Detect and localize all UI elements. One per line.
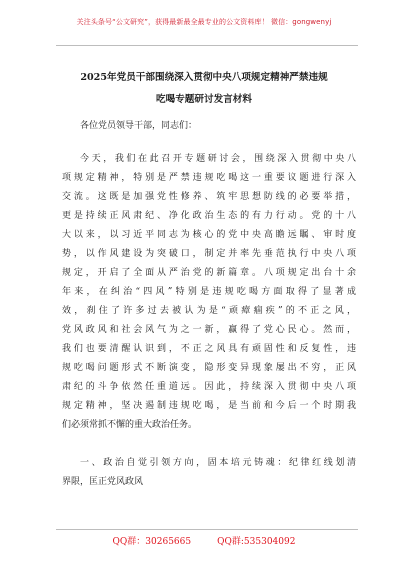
- paragraph-1-line-5: 大以来，以习近平同志为核心的党中央高瞻远瞩、审时度: [62, 230, 356, 240]
- header-divider: [56, 45, 358, 46]
- section-1-line-1: 一、政治自觉引领方向，固本培元铸魂：纪律红线划清: [80, 458, 356, 468]
- paragraph-1-line-10: 党风政风和社会风气为之一新，赢得了党心民心。然而，: [62, 325, 356, 335]
- paragraph-1-line-13: 肃纪的斗争依然任重道远。因此，持续深入贯彻中央八项: [62, 382, 356, 392]
- paragraph-1-line-8: 年来，在纠治“四风”特别是违规吃喝方面取得了显著成: [62, 287, 356, 297]
- title-line-2: 吃喝专题研讨发言材料: [156, 94, 252, 105]
- paragraph-1-line-15: 们必须常抓不懈的重大政治任务。: [62, 420, 198, 430]
- salutation: 各位党员领导干部，同志们：: [80, 121, 198, 131]
- header-promo-note: 关注头条号“公文研究”，获得最新最全最专业的公文资料库！ 微信：gongwenyj: [76, 18, 332, 26]
- paragraph-1-line-9: 效，刹住了许多过去被认为是“顽瘴痼疾”的不正之风，: [62, 306, 356, 316]
- document-title: [46, 67, 362, 111]
- footer-divider: [56, 529, 358, 530]
- paragraph-1-line-3: 交流。这既是加强党性修养、筑牢思想防线的必要举措，: [62, 192, 356, 202]
- paragraph-1-line-6: 势，以作风建设为突破口，制定并率先垂范执行中央八项: [62, 249, 356, 259]
- paragraph-1-line-1: 今天，我们在此召开专题研讨会，围绕深入贯彻中央八: [80, 154, 356, 164]
- footer-qq-group-2: QQ群:535304092: [217, 537, 296, 547]
- paragraph-1-line-4: 更是持续正风肃纪、净化政治生态的有力行动。党的十八: [62, 211, 356, 221]
- footer-qq-groups: [0, 534, 408, 547]
- paragraph-1-line-7: 规定，开启了全面从严治党的新篇章。八项规定出台十余: [62, 268, 356, 278]
- title-line-1: 2025年党员干部围绕深入贯彻中央八项规定精神严禁违规: [80, 72, 328, 83]
- paragraph-1-line-14: 规定精神，坚决遏制违规吃喝，是当前和今后一个时期我: [62, 401, 356, 411]
- paragraph-1-line-11: 我们也要清醒认识到，不正之风具有顽固性和反复性，违: [62, 344, 356, 354]
- paragraph-1-line-2: 项规定精神，特别是严禁违规吃喝这一重要议题进行深入: [62, 173, 356, 183]
- section-1-line-2: 界限，匡正党风政风: [62, 477, 144, 487]
- footer-qq-group-1: QQ群：30265665: [112, 537, 192, 547]
- paragraph-1-line-12: 规吃喝问题形式不断演变，隐形变异现象屡出不穷，正风: [62, 363, 356, 373]
